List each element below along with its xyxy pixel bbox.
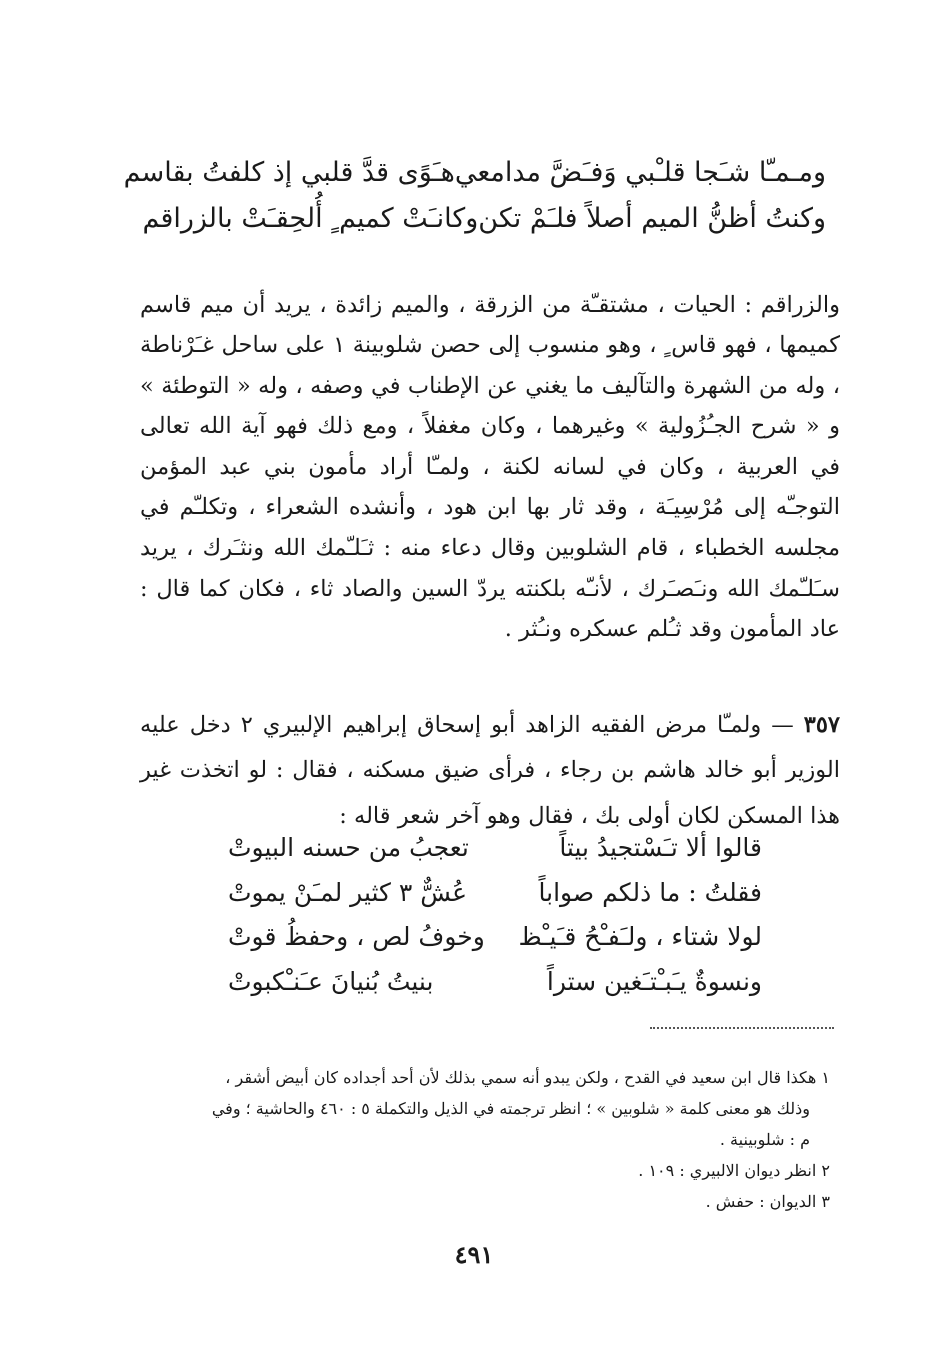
verse-first-hemistich: ومـمـّا شـَجا قلـْبي وَفـَضَّ مدامعي — [454, 157, 826, 188]
verse-first-hemistich: فقلتُ : ما ذلكم صواباً — [538, 877, 762, 907]
opening-verses — [123, 150, 826, 242]
verse-first-hemistich: ونسوةٌ يـَبـْتـَغين ستراً — [546, 966, 762, 996]
verse-second-hemistich: عُشٌّ ٣ كثير لمـَنْ يموتْ — [228, 877, 468, 907]
footnote-3 — [140, 1186, 830, 1217]
entry-357-paragraph — [140, 703, 840, 840]
closing-verses — [228, 826, 762, 1004]
verse-first-hemistich: قالوا ألا تـَسْتجيدُ بيتاً — [559, 833, 762, 862]
footnote-text: انظر ديوان الالبيري : ١٠٩ . — [638, 1161, 817, 1180]
verse-line — [228, 915, 762, 960]
footnote-separator — [650, 1027, 834, 1029]
footnote-number: ٣ — [821, 1192, 830, 1211]
verse-second-hemistich: بنيتُ بُنيانَ عـَنـْكبوتْ — [228, 966, 434, 996]
verse-first-hemistich: لولا شتاء ، ولـَفـْحُ قـَيـْظ — [518, 922, 762, 951]
verse-second-hemistich: وخوفُ لص ، وحفظُ قوتْ — [228, 922, 485, 951]
footnote-number: ٢ — [821, 1161, 830, 1180]
footnote-text: هكذا قال ابن سعيد في القدح ، ولكن يبدو أنه سمي بذلك لأن أحد أجداده كان أبيض أشقر ، — [225, 1068, 817, 1087]
page-number: ٤٩١ — [454, 1240, 494, 1269]
footnote-number: ١ — [821, 1068, 830, 1087]
footnote-1-continued: وذلك هو معنى كلمة « شلوبين » ؛ انظر ترجمته في الذيل والتكملة ٥ : ٤٦٠ والحاشية ؛ وفي — [211, 1099, 810, 1118]
entry-dash: — — [771, 711, 794, 738]
verse-second-hemistich: تعجبُ من حسنه البيوتْ — [228, 833, 469, 862]
verse-line — [123, 150, 826, 196]
entry-text: ولمـّا مرض الفقيه الزاهد أبو إسحاق إبراهيم الإلبيري ٢ دخل عليه الوزير أبو خالد هاشم بن رجاء ، فرأى ضيق مسكنه ، فقال : لو اتخذت غير هذا المسكن لكان أولى بك ، فقال وهو آخر شعر قاله : — [140, 711, 840, 829]
verse-line — [142, 196, 826, 242]
verse-line — [228, 871, 762, 916]
verse-line — [228, 960, 762, 1005]
footnote-1 — [140, 1062, 830, 1093]
footnote-1-continued: م : شلوبينية . — [719, 1130, 810, 1149]
verse-second-hemistich: هـَوًى قدَّ قلبي إذ كلفتُ بقاسم — [123, 157, 455, 188]
entry-number: ٣٥٧ — [803, 711, 840, 738]
verse-first-hemistich: وكنتُ أظنُّ الميم أصلاً فلـَمْ تكن — [478, 203, 826, 234]
verse-line — [228, 826, 762, 871]
footnotes — [140, 1062, 830, 1217]
footnote-2 — [140, 1155, 830, 1186]
verse-second-hemistich: وكانـَتْ كميم ٍ أُلحِقـَتْ بالزراقم — [142, 203, 479, 234]
footnote-text: الديوان : حفش . — [705, 1192, 817, 1211]
commentary-paragraph: والزراقم : الحيات ، مشتقـّة من الزرقة ، والميم زائدة ، يريد أن ميم قاسم كميمها ، فهو قاس ٍ ، وهو منسوب إلى حصن شلوبينة ١ على ساحل غـَرْناطة ، وله من الشهرة والتآليف ما يغني عن الإطناب في وصفه ، وله « التوطئة » و « شرح الجـُزُولية » وغيرهما ، وكان مغفلاً ، ومع ذلك فهو آية الله تعالى في العربية ، وكان في لسانه لكنة ، ولمـّا أراد مأمون بني عبد المؤمن التوجـّه إلى مُرْسِيـَة ، وقد ثار بها ابن هود ، وأنشده الشعراء ، وتكلـّم في مجلسه الخطباء ، قام الشلوبين وقال دعاء منه : ثـَلـّمك الله ونثـَرك ، يريد سـَلـّمك الله ونـَصـَرك ، لأنـّه بلكنته يردّ السين والصاد ثاء ، فكان كما قال : عاد المأمون وقد ثـُلم عسكره ونـُثر . — [140, 291, 840, 643]
